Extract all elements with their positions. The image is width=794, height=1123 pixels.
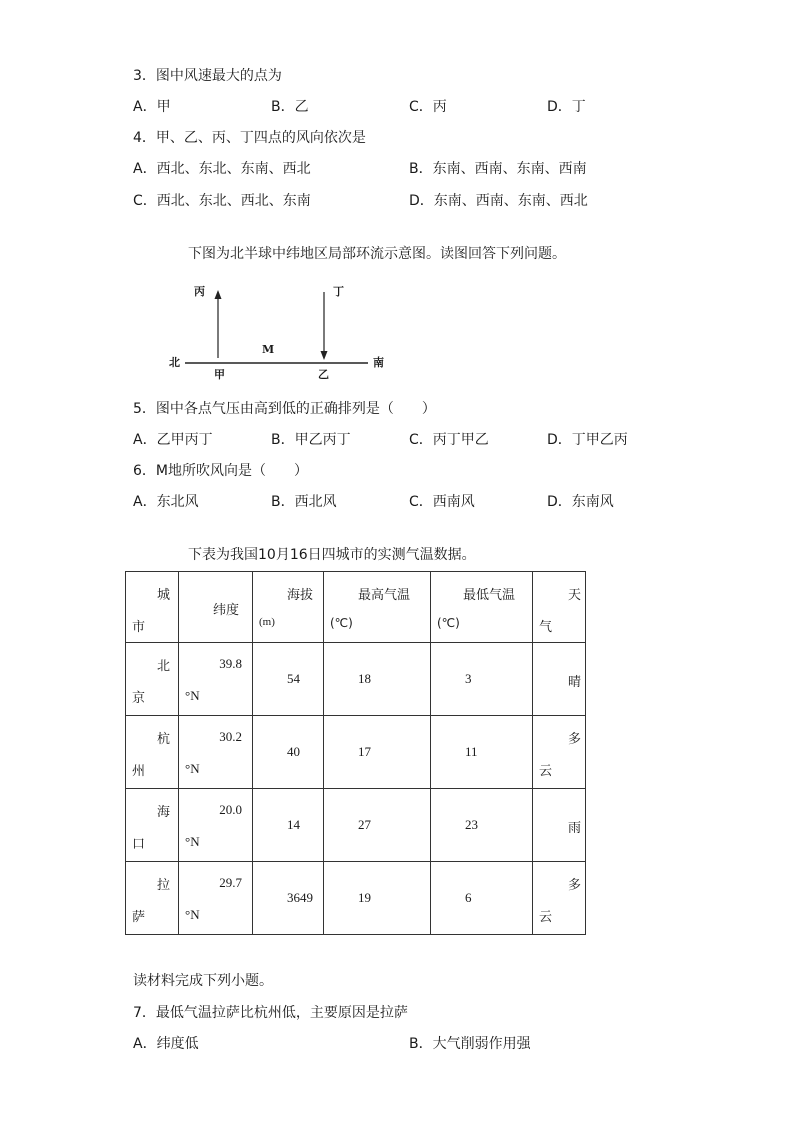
altitude-cell <box>253 862 324 935</box>
header-city <box>126 572 179 643</box>
label-yi: 乙 <box>318 368 329 381</box>
max-temp-cell <box>324 789 431 862</box>
latitude-cell <box>179 789 253 862</box>
q5-option-b: B．甲乙丙丁 <box>271 432 351 448</box>
header-min-temp-line1: 最低气温 <box>463 588 516 603</box>
q5-option-a: A．乙甲丙丁 <box>133 432 213 448</box>
q4-option-b: B．东南、西南、东南、西南 <box>409 161 587 177</box>
city-cell <box>126 643 179 716</box>
min-temp-cell <box>431 789 533 862</box>
q3-option-a: A．甲 <box>133 99 171 115</box>
latitude-unit: °N <box>185 907 200 922</box>
city-line1: 海 <box>156 805 170 820</box>
q3-stem: 3．图中风速最大的点为 <box>133 68 282 84</box>
weather-line1: 多 <box>567 732 581 747</box>
altitude-cell <box>253 716 324 789</box>
temperature-table <box>125 571 586 935</box>
q7-option-a: A．纬度低 <box>133 1036 199 1052</box>
city-line1: 拉 <box>156 878 170 893</box>
weather-line2: 云 <box>539 764 553 779</box>
altitude-cell <box>253 643 324 716</box>
q7-option-b: B．大气削弱作用强 <box>409 1036 531 1052</box>
min-temp-cell <box>431 716 533 789</box>
header-weather-line1: 天 <box>567 588 581 603</box>
city-cell <box>126 789 179 862</box>
diagram-intro: 下图为北半球中纬地区局部环流示意图。读图回答下列问题。 <box>188 246 566 262</box>
city-cell <box>126 862 179 935</box>
latitude-unit: °N <box>185 761 200 776</box>
altitude-value: 3649 <box>287 890 313 905</box>
table-row <box>126 643 586 716</box>
latitude-cell <box>179 716 253 789</box>
max-temp-cell <box>324 643 431 716</box>
header-altitude <box>253 572 324 643</box>
header-city-line2: 市 <box>132 620 146 635</box>
city-line1: 北 <box>156 659 170 674</box>
max-temp-value: 19 <box>358 890 371 905</box>
city-line2: 州 <box>132 764 146 779</box>
min-temp-value: 23 <box>465 817 478 832</box>
weather-line2: 雨 <box>567 821 581 836</box>
city-line2: 口 <box>132 837 146 852</box>
q6-option-a: A．东北风 <box>133 494 199 510</box>
header-min-temp <box>431 572 533 643</box>
q4-option-a: A．西北、东北、东南、西北 <box>133 161 311 177</box>
downdraft-arrowhead <box>321 351 328 360</box>
header-max-temp-line2: (℃) <box>330 616 353 630</box>
material-intro: 读材料完成下列小题。 <box>133 973 273 989</box>
latitude-value: 30.2 <box>219 729 242 744</box>
latitude-cell <box>179 862 253 935</box>
header-altitude-line1: 海拔 <box>287 588 314 603</box>
q6-stem: 6．M地所吹风向是（ ） <box>133 463 308 479</box>
city-line2: 萨 <box>132 910 146 925</box>
latitude-unit: °N <box>185 834 200 849</box>
q4-option-d: D．东南、西南、东南、西北 <box>409 193 588 209</box>
header-latitude-label: 纬度 <box>213 603 240 618</box>
label-ding: 丁 <box>333 285 344 298</box>
q7-stem: 7．最低气温拉萨比杭州低，主要原因是拉萨 <box>133 1005 408 1021</box>
min-temp-cell <box>431 643 533 716</box>
header-max-temp <box>324 572 431 643</box>
altitude-value: 54 <box>287 671 300 686</box>
header-city-line1: 城 <box>156 588 170 603</box>
altitude-value: 40 <box>287 744 300 759</box>
header-latitude <box>179 572 253 643</box>
label-bing: 丙 <box>194 285 205 298</box>
max-temp-value: 17 <box>358 744 371 759</box>
header-weather <box>533 572 586 643</box>
city-cell <box>126 716 179 789</box>
weather-cell <box>533 643 586 716</box>
q6-option-c: C．西南风 <box>409 494 475 510</box>
circulation-diagram <box>160 280 400 385</box>
min-temp-cell <box>431 862 533 935</box>
q5-option-d: D．丁甲乙丙 <box>547 432 628 448</box>
label-m: M <box>262 343 275 356</box>
header-min-temp-line2: (℃) <box>437 616 460 630</box>
weather-cell <box>533 862 586 935</box>
table-row <box>126 789 586 862</box>
weather-line2: 晴 <box>567 675 581 690</box>
header-max-temp-line1: 最高气温 <box>358 588 411 603</box>
city-line2: 京 <box>132 691 146 706</box>
min-temp-value: 6 <box>465 890 472 905</box>
header-weather-line2: 气 <box>539 620 553 635</box>
min-temp-value: 3 <box>465 671 472 686</box>
header-altitude-line2: (m) <box>259 616 275 628</box>
label-nan: 南 <box>373 356 384 369</box>
weather-cell <box>533 789 586 862</box>
q5-stem: 5．图中各点气压由高到低的正确排列是（ ） <box>133 401 436 417</box>
latitude-value: 29.7 <box>219 875 242 890</box>
q6-option-b: B．西北风 <box>271 494 337 510</box>
latitude-value: 39.8 <box>219 656 242 671</box>
max-temp-value: 27 <box>358 817 371 832</box>
updraft-arrowhead <box>215 290 222 299</box>
table-intro: 下表为我国10月16日四城市的实测气温数据。 <box>188 547 476 563</box>
label-bei: 北 <box>169 356 180 369</box>
q4-stem: 4．甲、乙、丙、丁四点的风向依次是 <box>133 130 366 146</box>
latitude-cell <box>179 643 253 716</box>
q3-option-b: B．乙 <box>271 99 309 115</box>
altitude-cell <box>253 789 324 862</box>
latitude-value: 20.0 <box>219 802 242 817</box>
weather-line2: 云 <box>539 910 553 925</box>
max-temp-cell <box>324 862 431 935</box>
table-header-row <box>126 572 586 643</box>
q5-option-c: C．丙丁甲乙 <box>409 432 489 448</box>
q3-option-d: D．丁 <box>547 99 586 115</box>
max-temp-cell <box>324 716 431 789</box>
label-jia: 甲 <box>214 368 225 381</box>
q4-option-c: C．西北、东北、西北、东南 <box>133 193 311 209</box>
min-temp-value: 11 <box>465 744 478 759</box>
q6-option-d: D．东南风 <box>547 494 614 510</box>
weather-cell <box>533 716 586 789</box>
weather-line1: 多 <box>567 878 581 893</box>
city-line1: 杭 <box>156 732 170 747</box>
table-row <box>126 862 586 935</box>
latitude-unit: °N <box>185 688 200 703</box>
altitude-value: 14 <box>287 817 300 832</box>
q3-option-c: C．丙 <box>409 99 447 115</box>
table-row <box>126 716 586 789</box>
max-temp-value: 18 <box>358 671 371 686</box>
